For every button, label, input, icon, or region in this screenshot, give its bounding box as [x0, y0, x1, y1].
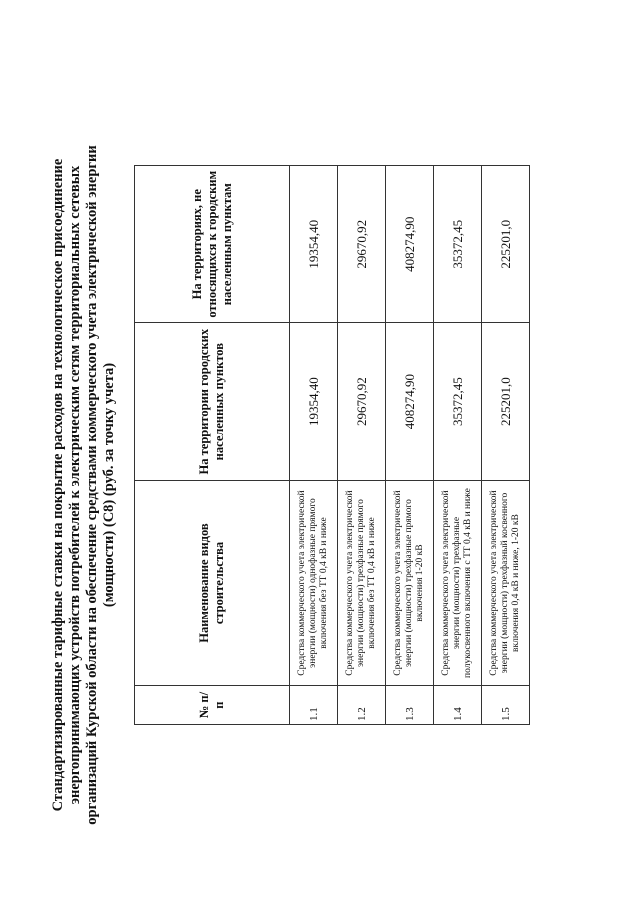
- document-title: [50, 85, 118, 885]
- table-row: [482, 166, 530, 725]
- row-urban-value: 29670,92: [338, 323, 386, 480]
- row-number: 1.3: [386, 686, 434, 725]
- table-row: [338, 166, 386, 725]
- row-number: 1.5: [482, 686, 530, 725]
- row-non-urban-value: 35372,45: [434, 166, 482, 323]
- table-row: [290, 166, 338, 725]
- row-name: Средства коммерческого учета электрической энергии (мощности) трехфазные прямого включения без ТТ 0,4 кВ и ниже: [338, 480, 386, 685]
- title-line: (мощности) (С8) (руб. за точку учета): [101, 362, 117, 608]
- row-non-urban-value: 408274,90: [386, 166, 434, 323]
- header-num: № п/п: [135, 686, 290, 725]
- header-non-urban: На территориях, не относящихся к городским населенным пунктам: [135, 166, 290, 323]
- row-number: 1.2: [338, 686, 386, 725]
- tariff-table: [134, 165, 530, 725]
- title-line: Стандартизированные тарифные ставки на покрытие расходов на технологическое присоединение: [50, 158, 66, 812]
- row-non-urban-value: 29670,92: [338, 166, 386, 323]
- row-urban-value: 35372,45: [434, 323, 482, 480]
- row-number: 1.1: [290, 686, 338, 725]
- row-name: Средства коммерческого учета электрической энергии (мощности) трехфазные полукосвенного включения с ТТ 0,4 кВ и ниже: [434, 480, 482, 685]
- row-non-urban-value: 225201,0: [482, 166, 530, 323]
- header-urban: На территории городских населенных пунктов: [135, 323, 290, 480]
- row-urban-value: 408274,90: [386, 323, 434, 480]
- row-name: Средства коммерческого учета электрической энергии (мощности) трехфазный косвенного включения 0,4 кВ и ниже, 1-20 кВ: [482, 480, 530, 685]
- rotated-page-content: [50, 85, 570, 885]
- row-number: 1.4: [434, 686, 482, 725]
- row-name: Средства коммерческого учета электрической энергии (мощности) однофазные прямого включения без ТТ 0,4 кВ и ниже: [290, 480, 338, 685]
- table-row: [434, 166, 482, 725]
- table-row: [386, 166, 434, 725]
- row-non-urban-value: 19354,40: [290, 166, 338, 323]
- row-urban-value: 19354,40: [290, 323, 338, 480]
- row-urban-value: 225201,0: [482, 323, 530, 480]
- title-line: организаций Курской области на обеспечение средствами коммерческого учета электрической энергии: [84, 145, 100, 825]
- table-header-row: [135, 166, 290, 725]
- row-name: Средства коммерческого учета электрической энергии (мощности) трехфазные прямого включения 1-20 кВ: [386, 480, 434, 685]
- header-construction-type: Наименование видов строительства: [135, 480, 290, 685]
- title-line: энергопринимающих устройств потребителей к электрическим сетям территориальных сетевых: [67, 165, 83, 805]
